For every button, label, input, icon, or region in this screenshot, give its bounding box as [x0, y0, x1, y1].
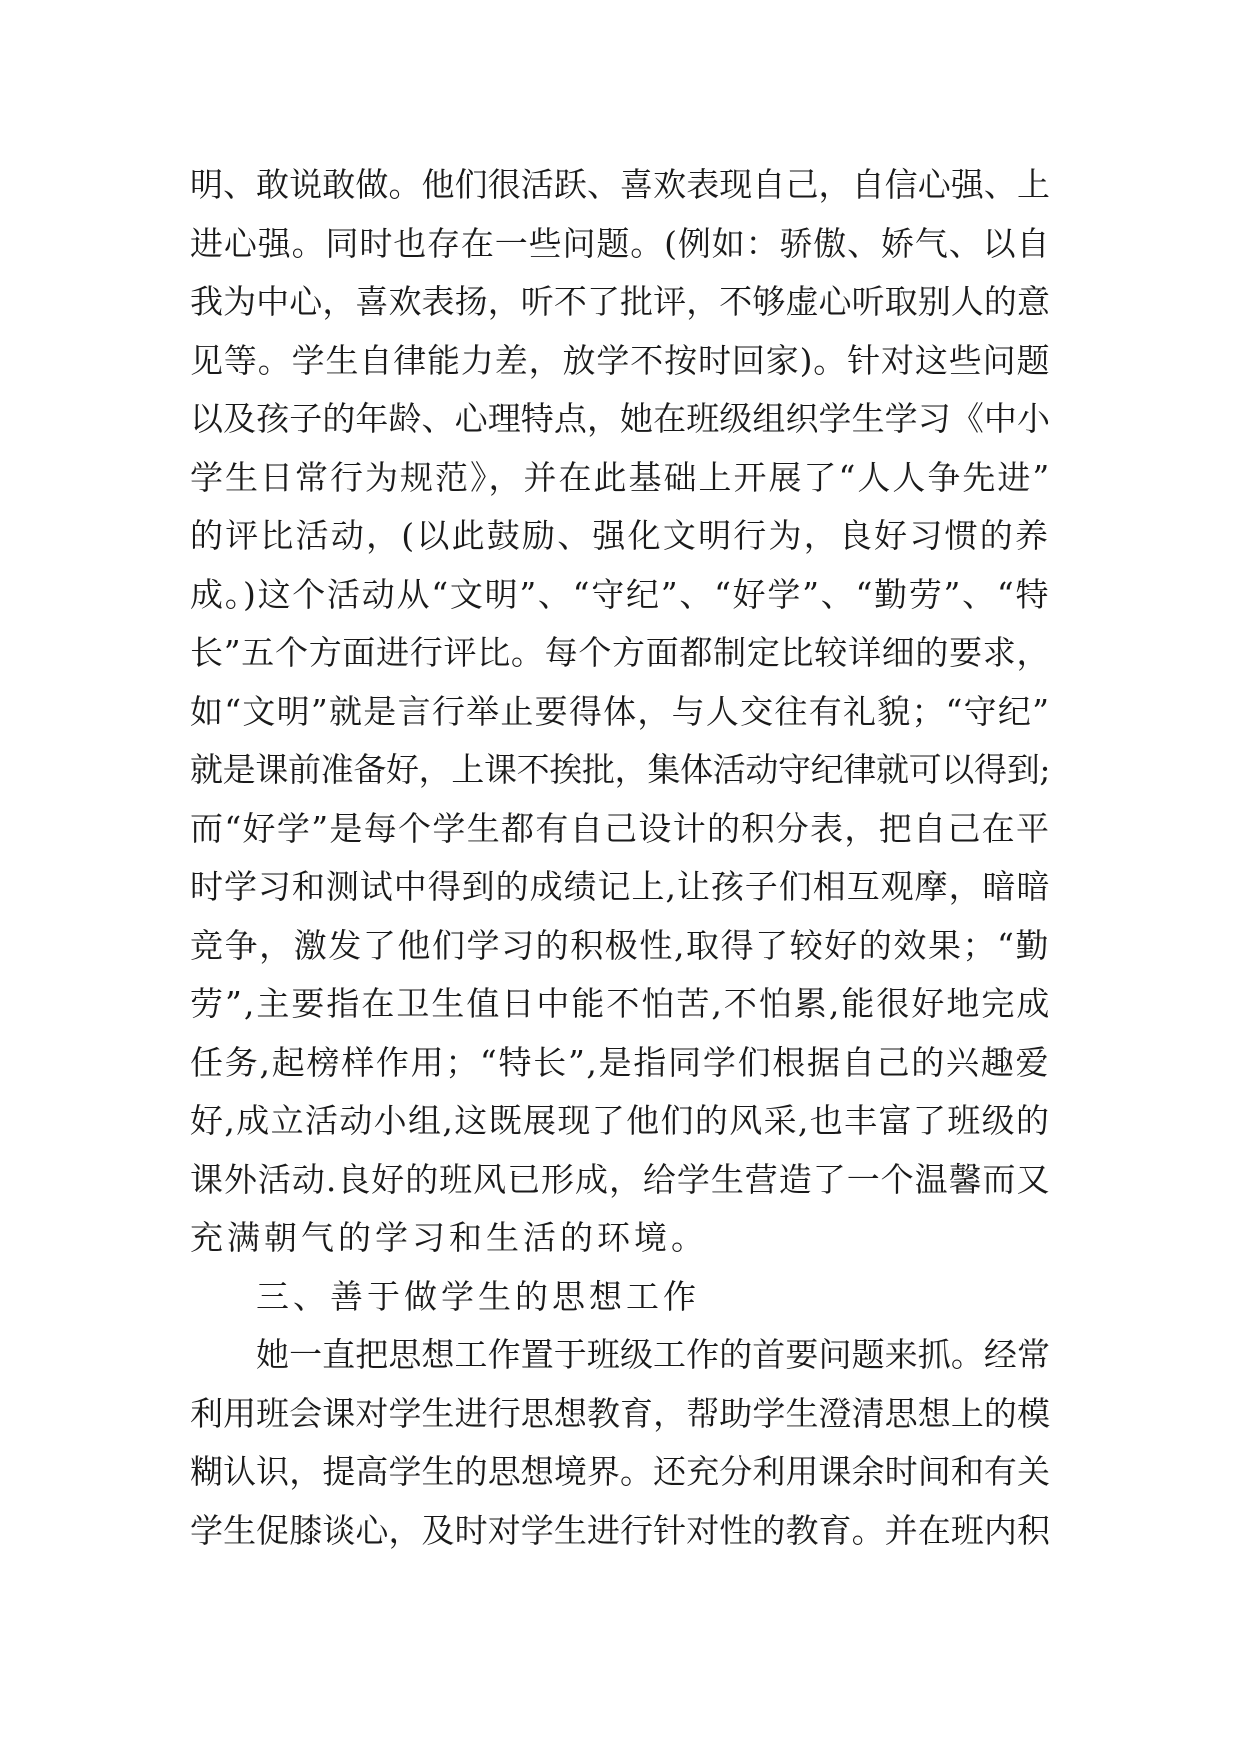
text-line-23: 糊认识，提高学生的思想境界。还充分利用课余时间和有关 [190, 1452, 1050, 1491]
text-line-5: 以及孩子的年龄、心理特点，她在班级组织学生学习《中小 [190, 399, 1050, 438]
text-line-12: 而“好学”是每个学生都有自己设计的积分表，把自己在平 [190, 808, 1050, 848]
text-line-7: 的评比活动，(以此鼓励、强化文明行为，良好习惯的养 [190, 516, 1050, 555]
text-line-24: 学生促膝谈心，及时对学生进行针对性的教育。并在班内积 [190, 1510, 1050, 1550]
text-line-4: 见等。学生自律能力差，放学不按时回家)。针对这些问题 [190, 340, 1050, 380]
paragraph-start-line: 她一直把思想工作置于班级工作的首要问题来抓。经常 [256, 1335, 1050, 1374]
text-line-6: 学生日常行为规范》，并在此基础上开展了“人人争先进” [190, 457, 1052, 497]
text-line-9: 长”五个方面进行评比。每个方面都制定比较详细的要求， [190, 633, 1050, 672]
paragraph-end-line: 充满朝气的学习和生活的环境。 [190, 1218, 708, 1257]
text-line-13: 时学习和测试中得到的成绩记上,让孩子们相互观摩，暗暗 [190, 867, 1050, 906]
text-line-16: 任务,起榜样作用；“特长”,是指同学们根据自己的兴趣爱 [190, 1042, 1050, 1082]
text-line-14: 竞争，激发了他们学习的积极性,取得了较好的效果；“勤 [190, 925, 1050, 965]
section-heading: 三、善于做学生的思想工作 [256, 1276, 700, 1316]
text-line-3: 我为中心，喜欢表扬，听不了批评，不够虚心听取别人的意 [190, 282, 1050, 321]
text-line-22: 利用班会课对学生进行思想教育，帮助学生澄清思想上的模 [190, 1393, 1050, 1433]
text-line-11: 就是课前准备好，上课不挨批，集体活动守纪律就可以得到; [190, 750, 1050, 789]
text-line-2: 进心强。同时也存在一些问题。(例如：骄傲、娇气、以自 [190, 223, 1050, 263]
text-line-8: 成。)这个活动从“文明”、“守纪”、“好学”、“勤劳”、“特 [190, 574, 1050, 614]
text-line-15: 劳”,主要指在卫生值日中能不怕苦,不怕累,能很好地完成 [190, 984, 1052, 1023]
body-text [190, 156, 1050, 1560]
text-line-17: 好,成立活动小组,这既展现了他们的风采,也丰富了班级的 [190, 1101, 1050, 1140]
text-line-18: 课外活动.良好的班风已形成，给学生营造了一个温馨而又 [190, 1159, 1050, 1199]
text-line-10: 如“文明”就是言行举止要得体，与人交往有礼貌；“守纪” [190, 691, 1050, 731]
text-line-1: 明、敢说敢做。他们很活跃、喜欢表现自己，自信心强、上 [190, 165, 1050, 204]
